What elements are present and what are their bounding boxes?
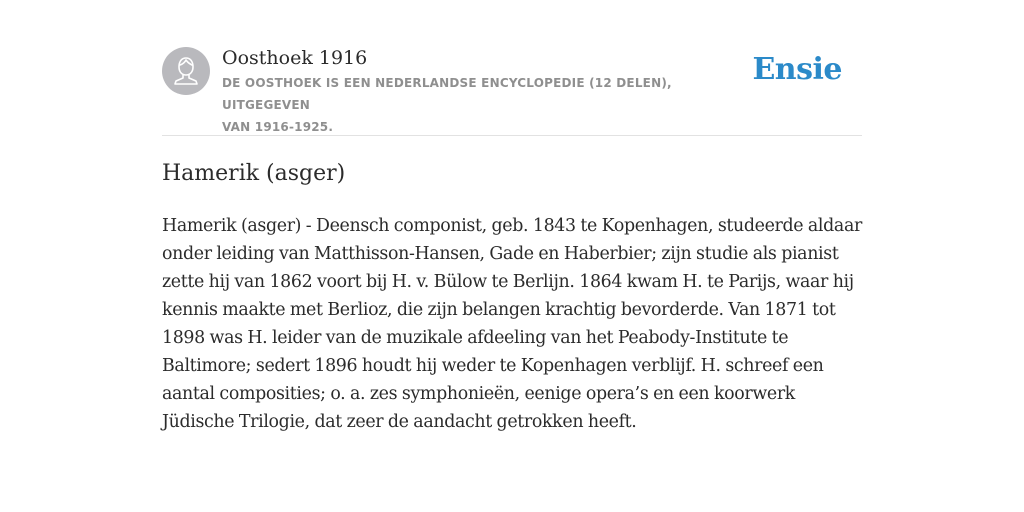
source-description <box>222 72 762 138</box>
source-description-line: VAN 1916-1925. <box>222 120 334 134</box>
source-title[interactable]: Oosthoek 1916 <box>222 47 368 69</box>
brand-logo[interactable]: Ensie <box>752 52 842 87</box>
entry-text-line: Baltimore; sedert 1896 houdt hij weder te Kopenhagen verblijf. H. schreef een <box>162 356 824 376</box>
source-header <box>162 0 862 136</box>
entry-text-line: Hamerik (asger) - Deensch componist, geb. 1843 te Kopenhagen, studeerde aldaar <box>162 216 862 236</box>
entry-body <box>162 212 862 436</box>
entry-text-line: Jüdische Trilogie, dat zeer de aandacht getrokken heeft. <box>162 412 637 432</box>
entry-text-line: 1898 was H. leider van de muzikale afdeeling van het Peabody-Institute te <box>162 328 789 348</box>
source-avatar[interactable] <box>162 47 210 95</box>
entry-text-line: kennis maakte met Berlioz, die zijn belangen krachtig bevorderde. Van 1871 tot <box>162 300 836 320</box>
entry-text-line: onder leiding van Matthisson-Hansen, Gade en Haberbier; zijn studie als pianist <box>162 244 839 264</box>
page <box>162 0 862 432</box>
entry-text-line: aantal composities; o. a. zes symphonieën, eenige opera’s en een koorwerk <box>162 384 795 404</box>
user-icon <box>162 47 210 95</box>
entry-title: Hamerik (asger) <box>162 161 346 186</box>
source-description-line: DE OOSTHOEK IS EEN NEDERLANDSE ENCYCLOPEDIE (12 DELEN), UITGEGEVEN <box>222 76 672 112</box>
entry-text-line: zette hij van 1862 voort bij H. v. Bülow te Berlijn. 1864 kwam H. te Parijs, waar hij <box>162 272 854 292</box>
